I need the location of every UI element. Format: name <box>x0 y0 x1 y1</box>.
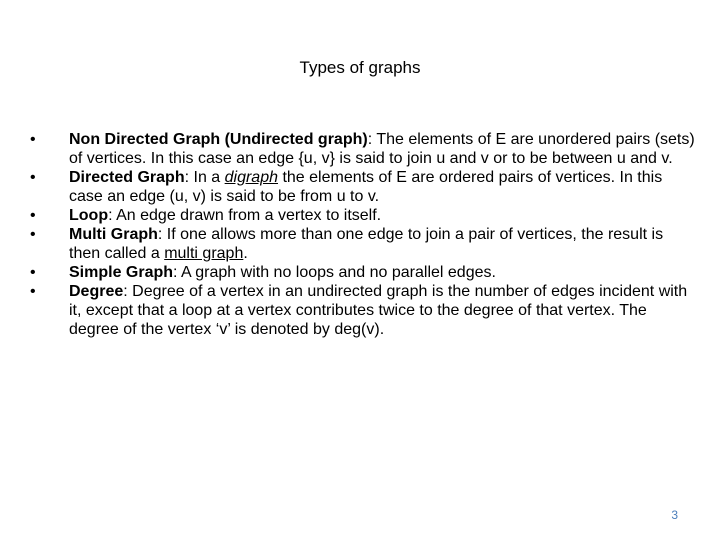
definition-loop: An edge drawn from a vertex to itself. <box>112 207 382 224</box>
definition-directed-graph-part-b: the elements of E are ordered pairs of vertices. In this case an edge (u, v) is said to be from u to v. <box>69 169 663 205</box>
bullet-item-directed-graph <box>30 168 698 206</box>
emphasis-digraph: digraph <box>224 169 278 186</box>
definition-multi-graph-part-a: If one allows more than one edge to join a pair of vertices, the result is then called a <box>69 226 664 262</box>
term-multi-graph: Multi Graph <box>69 226 158 243</box>
term-directed-graph: Directed Graph <box>69 169 185 186</box>
bullet-icon: • <box>30 264 36 281</box>
bullet-icon: • <box>30 207 36 224</box>
bullet-icon: • <box>30 131 36 148</box>
bullet-item-undirected-graph <box>30 130 698 168</box>
definition-degree: Degree of a vertex in an undirected graph is the number of edges incident with it, except that a loop at a vertex contributes twice to the degree of that vertex. The degree of the vertex ‘v’ is denoted by deg(v). <box>69 283 688 338</box>
term-colon: : <box>184 169 190 186</box>
bullet-item-degree <box>30 282 698 339</box>
definition-multi-graph-part-b: . <box>243 245 248 262</box>
bullet-item-loop <box>30 206 698 225</box>
bullet-item-multi-graph <box>30 225 698 263</box>
emphasis-multi-graph: multi graph <box>164 245 244 262</box>
term-colon: : <box>108 207 113 224</box>
term-loop: Loop <box>69 207 109 224</box>
term-undirected-graph: Non Directed Graph (Undirected graph) <box>69 131 368 148</box>
bullet-list <box>30 130 698 339</box>
slide-title: Types of graphs <box>299 58 421 77</box>
term-colon: : <box>367 131 373 148</box>
bullet-item-simple-graph <box>30 263 698 282</box>
term-colon: : <box>173 264 178 281</box>
definition-directed-graph-part-a: In a <box>189 169 225 186</box>
bullet-icon: • <box>30 226 36 243</box>
bullet-icon: • <box>30 283 36 300</box>
definition-simple-graph: A graph with no loops and no parallel edges. <box>177 264 496 281</box>
term-simple-graph: Simple Graph <box>69 264 174 281</box>
bullet-icon: • <box>30 169 36 186</box>
term-degree: Degree <box>69 283 124 300</box>
definition-undirected-graph: The elements of E are unordered pairs (sets) of vertices. In this case an edge {u, v} is said to join u and v or to be between u and v. <box>69 131 695 167</box>
page-number: 3 <box>671 508 678 522</box>
term-colon: : <box>157 226 163 243</box>
term-colon: : <box>123 283 128 300</box>
